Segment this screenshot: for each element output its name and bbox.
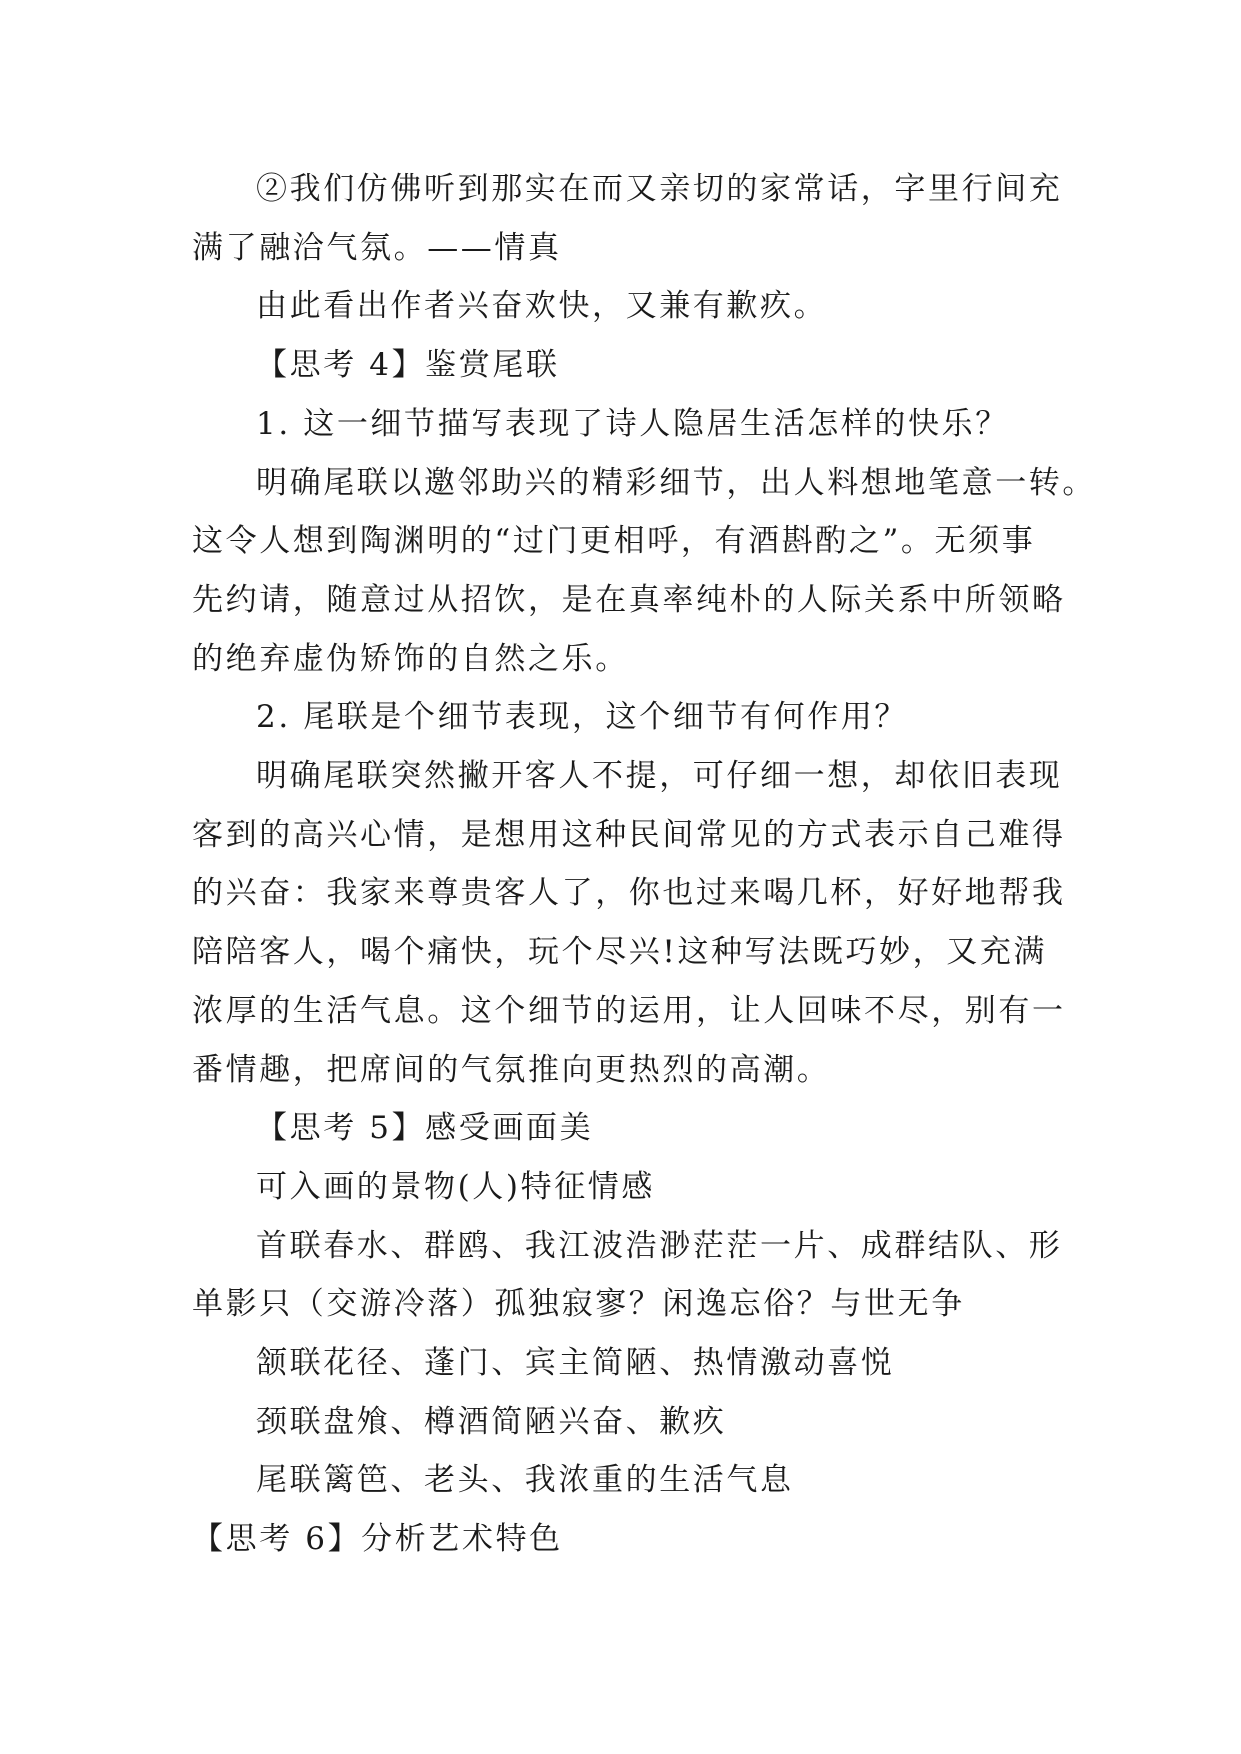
- paragraph-line: 的兴奋：我家来尊贵客人了，你也过来喝几杯，好好地帮我: [192, 875, 1066, 912]
- paragraph-line: 明确尾联以邀邻助兴的精彩细节，出人料想地笔意一转。: [256, 464, 1096, 501]
- paragraph-line: 先约请，随意过从招饮，是在真率纯朴的人际关系中所领略: [192, 581, 1066, 618]
- question-line: 2. 尾联是个细节表现，这个细节有何作用？: [256, 699, 909, 736]
- paragraph-line: 首联春水、群鸥、我江波浩渺茫茫一片、成群结队、形: [256, 1227, 1063, 1264]
- section-heading: 【思考 4】鉴赏尾联: [256, 347, 560, 384]
- paragraph-line: 的绝弃虚伪矫饰的自然之乐。: [192, 640, 629, 677]
- section-heading: 【思考 6】分析艺术特色: [192, 1521, 563, 1558]
- paragraph-line: 尾联篱笆、老头、我浓重的生活气息: [256, 1462, 794, 1499]
- paragraph-line: 满了融洽气氛。——情真: [192, 229, 562, 266]
- paragraph-line: 颈联盘飧、樽酒简陋兴奋、歉疚: [256, 1403, 727, 1440]
- document-body: [192, 160, 1096, 1569]
- paragraph-line: 由此看出作者兴奋欢快，又兼有歉疚。: [256, 288, 828, 325]
- paragraph-line: 番情趣，把席间的气氛推向更热烈的高潮。: [192, 1051, 831, 1088]
- paragraph-line: 客到的高兴心情，是想用这种民间常见的方式表示自己难得: [192, 816, 1066, 853]
- paragraph-line: 浓厚的生活气息。这个细节的运用，让人回味不尽，别有一: [192, 992, 1066, 1029]
- section-heading: 【思考 5】感受画面美: [256, 1110, 594, 1147]
- question-line: 1. 这一细节描写表现了诗人隐居生活怎样的快乐？: [256, 405, 1009, 442]
- paragraph-line: 陪陪客人，喝个痛快，玩个尽兴!这种写法既巧妙，又充满: [192, 934, 1048, 971]
- paragraph-line: 明确尾联突然撇开客人不提，可仔细一想，却依旧表现: [256, 758, 1063, 795]
- paragraph-line: 颔联花径、蓬门、宾主简陋、热情激动喜悦: [256, 1345, 895, 1382]
- paragraph-line: ②我们仿佛听到那实在而又亲切的家常话，字里行间充: [256, 171, 1063, 207]
- paragraph-line: 单影只（交游冷落）孤独寂寥？闲逸忘俗？与世无争: [192, 1286, 965, 1323]
- paragraph-line: 可入画的景物(人)特征情感: [256, 1168, 655, 1205]
- paragraph-line: 这令人想到陶渊明的“过门更相呼，有酒斟酌之”。无须事: [192, 523, 1036, 560]
